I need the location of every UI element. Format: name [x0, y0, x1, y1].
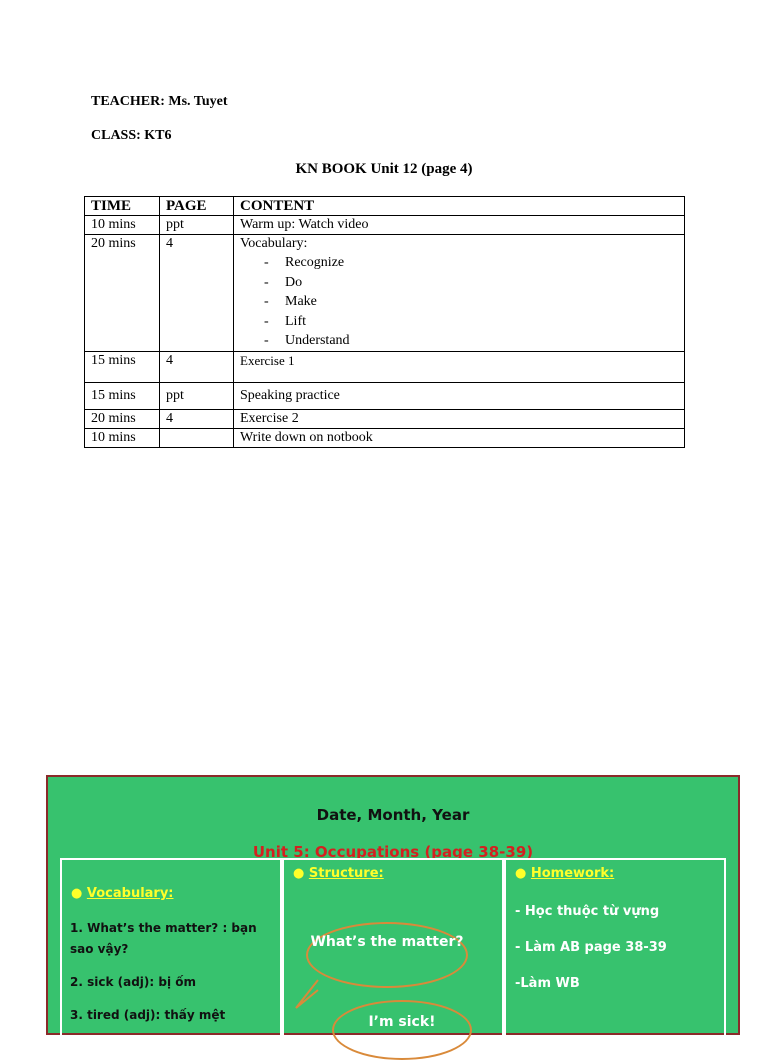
bullet-icon: ●: [293, 866, 305, 881]
cell-content: Exercise 2: [234, 409, 685, 428]
structure-heading-label: Structure:: [308, 866, 384, 881]
cell-time: 15 mins: [85, 382, 160, 409]
cell-page: [160, 428, 234, 447]
structure-panel: [282, 858, 504, 1048]
vocab-item: 2. sick (adj): bị ốm: [70, 975, 196, 989]
cell-content: Speaking practice: [234, 382, 685, 409]
table-row: [85, 351, 685, 382]
cell-page: 4: [160, 409, 234, 428]
lesson-title: KN BOOK Unit 12 (page 4): [295, 161, 473, 177]
cell-time: 15 mins: [85, 351, 160, 382]
board-date: Date, Month, Year: [316, 806, 470, 824]
speech-bubble-answer: I’m sick!: [332, 1000, 472, 1060]
vocabulary-list: [240, 253, 678, 351]
list-item: - Understand: [264, 331, 678, 351]
cell-content: [234, 235, 685, 352]
homework-item: - Làm AB page 38-39: [515, 940, 667, 955]
speech-bubble-tail-icon: [292, 978, 322, 1012]
vocab-item: 1. What’s the matter? : bạn sao vậy?: [70, 921, 257, 956]
vocabulary-panel: [60, 858, 282, 1048]
homework-item: -Làm WB: [515, 976, 580, 991]
homework-item: - Học thuộc từ vựng: [515, 904, 660, 919]
cell-time: 20 mins: [85, 235, 160, 352]
list-item: - Recognize: [264, 253, 678, 273]
cell-content: Write down on notbook: [234, 428, 685, 447]
table-row: [85, 409, 685, 428]
list-item: - Make: [264, 292, 678, 312]
teacher-line: TEACHER: Ms. Tuyet: [91, 94, 228, 109]
homework-heading-label: Homework:: [530, 866, 615, 881]
table-row: [85, 216, 685, 235]
table-row: [85, 382, 685, 409]
cell-content: Warm up: Watch video: [234, 216, 685, 235]
vocabulary-label: Vocabulary:: [240, 236, 308, 251]
list-item: - Lift: [264, 312, 678, 332]
cell-page: 4: [160, 235, 234, 352]
cell-time: 10 mins: [85, 216, 160, 235]
header-page: PAGE: [160, 197, 234, 216]
lesson-plan-table: [84, 196, 685, 448]
structure-heading: [293, 866, 384, 881]
table-header-row: [85, 197, 685, 216]
bullet-icon: ●: [515, 866, 527, 881]
board-unit-title: Unit 5: Occupations (page 38-39): [252, 843, 534, 861]
homework-panel: [504, 858, 726, 1048]
header-content: CONTENT: [234, 197, 685, 216]
list-item: - Do: [264, 273, 678, 293]
cell-time: 10 mins: [85, 428, 160, 447]
vocabulary-heading-label: Vocabulary:: [86, 886, 174, 901]
cell-page: 4: [160, 351, 234, 382]
class-line: CLASS: KT6: [91, 128, 172, 143]
cell-page: ppt: [160, 216, 234, 235]
header-time: TIME: [85, 197, 160, 216]
table-row: [85, 235, 685, 352]
homework-heading: [515, 866, 614, 881]
vocabulary-heading: [71, 886, 174, 901]
vocab-item: 3. tired (adj): thấy mệt: [70, 1008, 226, 1022]
cell-page: ppt: [160, 382, 234, 409]
cell-time: 20 mins: [85, 409, 160, 428]
bullet-icon: ●: [71, 886, 83, 901]
table-row: [85, 428, 685, 447]
speech-bubble-question: What’s the matter?: [306, 922, 468, 988]
cell-content: Exercise 1: [234, 351, 685, 382]
lesson-board: [46, 775, 740, 1035]
